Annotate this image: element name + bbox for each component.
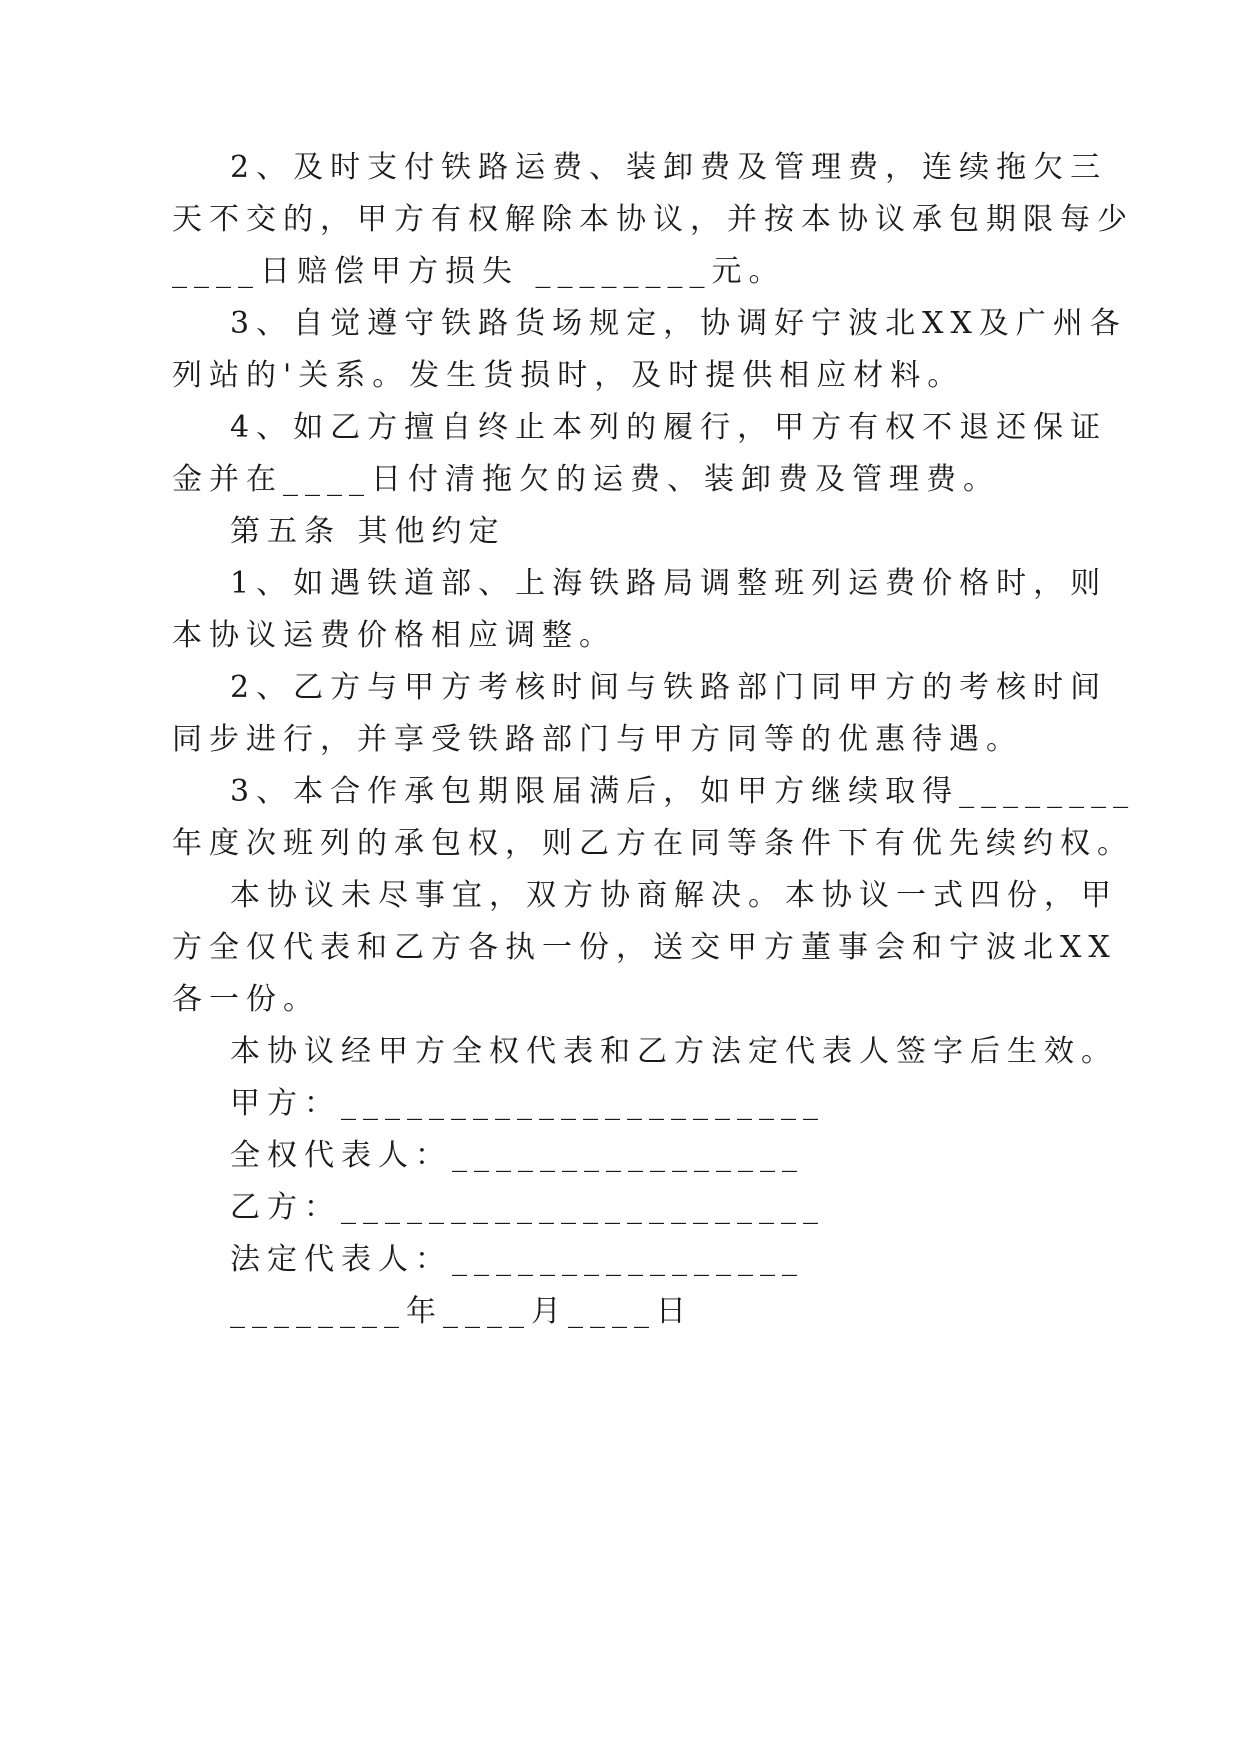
text-line-9: 1、如遇铁道部、上海铁路局调整班列运费价格时，则 <box>230 566 1108 601</box>
signature-date: ________年____月____日 <box>230 1294 693 1329</box>
text-line-3: ____日赔偿甲方损失 ________元。 <box>172 254 786 289</box>
text-line-15: 本协议未尽事宜，双方协商解决。本协议一式四份，甲 <box>230 878 1118 913</box>
signature-authorized-rep: 全权代表人：________________ <box>230 1138 804 1173</box>
text-line-1: 2、及时支付铁路运费、装卸费及管理费，连续拖欠三 <box>230 150 1108 185</box>
signature-party-a: 甲方：______________________ <box>230 1086 825 1121</box>
text-line-5: 列站的'关系。发生货损时，及时提供相应材料。 <box>172 358 965 393</box>
text-line-6: 4、如乙方擅自终止本列的履行，甲方有权不退还保证 <box>230 410 1108 445</box>
text-line-16: 方全仅代表和乙方各执一份，送交甲方董事会和宁波北XX <box>172 930 1117 965</box>
text-line-11: 2、乙方与甲方考核时间与铁路部门同甲方的考核时间 <box>230 670 1108 705</box>
text-line-13: 3、本合作承包期限届满后，如甲方继续取得________ <box>230 774 1136 809</box>
text-line-7: 金并在____日付清拖欠的运费、装卸费及管理费。 <box>172 462 1000 497</box>
text-line-18: 本协议经甲方全权代表和乙方法定代表人签字后生效。 <box>230 1034 1118 1069</box>
signature-legal-rep: 法定代表人：________________ <box>230 1242 804 1277</box>
text-line-4: 3、自觉遵守铁路货场规定，协调好宁波北XX及广州各 <box>230 306 1127 341</box>
section-heading: 第五条 其他约定 <box>230 514 506 549</box>
text-line-14: 年度次班列的承包权，则乙方在同等条件下有优先续约权。 <box>172 826 1134 861</box>
signature-party-b: 乙方：______________________ <box>230 1190 825 1225</box>
text-line-10: 本协议运费价格相应调整。 <box>172 618 616 653</box>
text-line-12: 同步进行，并享受铁路部门与甲方同等的优惠待遇。 <box>172 722 1023 757</box>
text-line-17: 各一份。 <box>172 982 320 1017</box>
text-line-2: 天不交的，甲方有权解除本协议，并按本协议承包期限每少 <box>172 202 1134 237</box>
